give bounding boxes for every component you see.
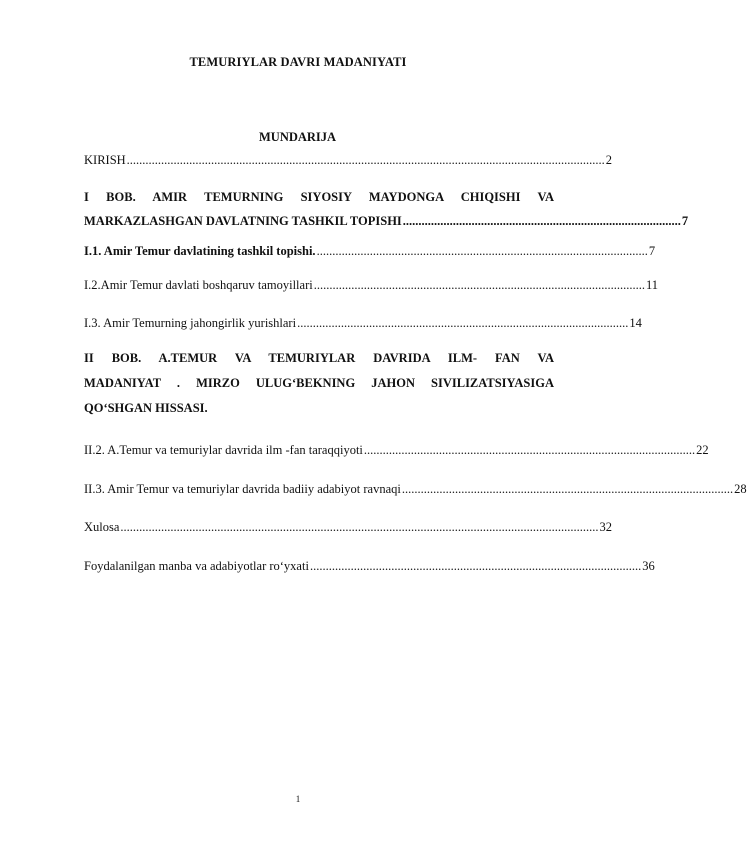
toc-entry-section-1-1[interactable] [84, 244, 656, 259]
toc-entry-page: 11 [645, 278, 659, 292]
toc-entry-label-line1: I BOB. AMIR TEMURNING SIYOSIY MAYDONGA CHIQISHI VA [84, 190, 554, 204]
toc-entry-label: I.2.Amir Temur davlati boshqaruv tamoyillari [84, 278, 313, 292]
toc-entry-page: 14 [629, 316, 642, 330]
toc-leader-dots: .......................................................................................................... [401, 482, 734, 496]
toc-entry-label: MARKAZLASHGAN DAVLATNING TASHKIL TOPISHI [84, 214, 402, 228]
contents-heading: MUNDARIJA [259, 130, 337, 144]
toc-entry-bibliography[interactable] [84, 559, 655, 574]
toc-entry-label-line3: QO‘SHGAN HISSASI. [84, 401, 208, 415]
toc-entry-label: II.2. A.Temur va temuriylar davrida ilm -fan taraqqiyoti [84, 443, 363, 457]
toc-entry-section-1-3[interactable] [84, 316, 642, 331]
toc-entry-page: 36 [642, 559, 655, 573]
toc-leader-dots: .......................................................................................................... [309, 559, 642, 573]
toc-entry-chapter-1[interactable] [84, 190, 554, 205]
toc-leader-dots: ......................................................................................................................................................... [126, 153, 605, 167]
toc-leader-dots: .......................................................................................................... [313, 278, 645, 292]
toc-entry-page: 28 [734, 482, 747, 496]
toc-entry-label-line2: MADANIYAT . MIRZO ULUG‘BEKNING JAHON SIVILIZATSIYASIGA [84, 376, 554, 390]
toc-entry-section-2-3[interactable] [84, 482, 747, 497]
document-title: TEMURIYLAR DAVRI MADANIYATI [189, 55, 407, 69]
toc-entry-chapter-2[interactable] [84, 348, 554, 419]
toc-leader-dots: .......................................................................................................... [316, 244, 648, 258]
toc-entry-chapter-1-cont[interactable] [84, 214, 689, 229]
toc-entry-xulosa[interactable] [84, 520, 613, 535]
toc-leader-dots: .......................................................................................................... [363, 443, 696, 457]
toc-leader-dots: .......................................................................................................... [297, 316, 629, 330]
toc-entry-label: I.1. Amir Temur davlatining tashkil topishi. [84, 244, 316, 258]
page-number: 1 [295, 794, 301, 804]
toc-entry-label: KIRISH [84, 153, 126, 167]
toc-entry-label: II.3. Amir Temur va temuriylar davrida badiiy adabiyot ravnaqi [84, 482, 401, 496]
toc-entry-section-2-2[interactable] [84, 443, 709, 458]
toc-entry-label: Xulosa [84, 520, 120, 534]
toc-entry-page: 2 [605, 153, 613, 167]
toc-entry-page: 32 [599, 520, 613, 534]
toc-leader-dots: ......................................................................................................................................................... [120, 520, 599, 534]
toc-entry-page: 22 [696, 443, 709, 457]
toc-entry-page: 7 [681, 214, 689, 228]
toc-entry-section-1-2[interactable] [84, 278, 659, 293]
toc-entry-label-line1: II BOB. A.TEMUR VA TEMURIYLAR DAVRIDA ILM- FAN VA [84, 351, 554, 365]
toc-entry-page: 7 [648, 244, 656, 258]
toc-entry-label: I.3. Amir Temurning jahongirlik yurishlari [84, 316, 297, 330]
toc-leader-dots: ......................................................................................... [402, 214, 681, 228]
toc-entry-label: Foydalanilgan manba va adabiyotlar ro‘yxati [84, 559, 309, 573]
toc-entry-kirish[interactable] [84, 153, 613, 168]
